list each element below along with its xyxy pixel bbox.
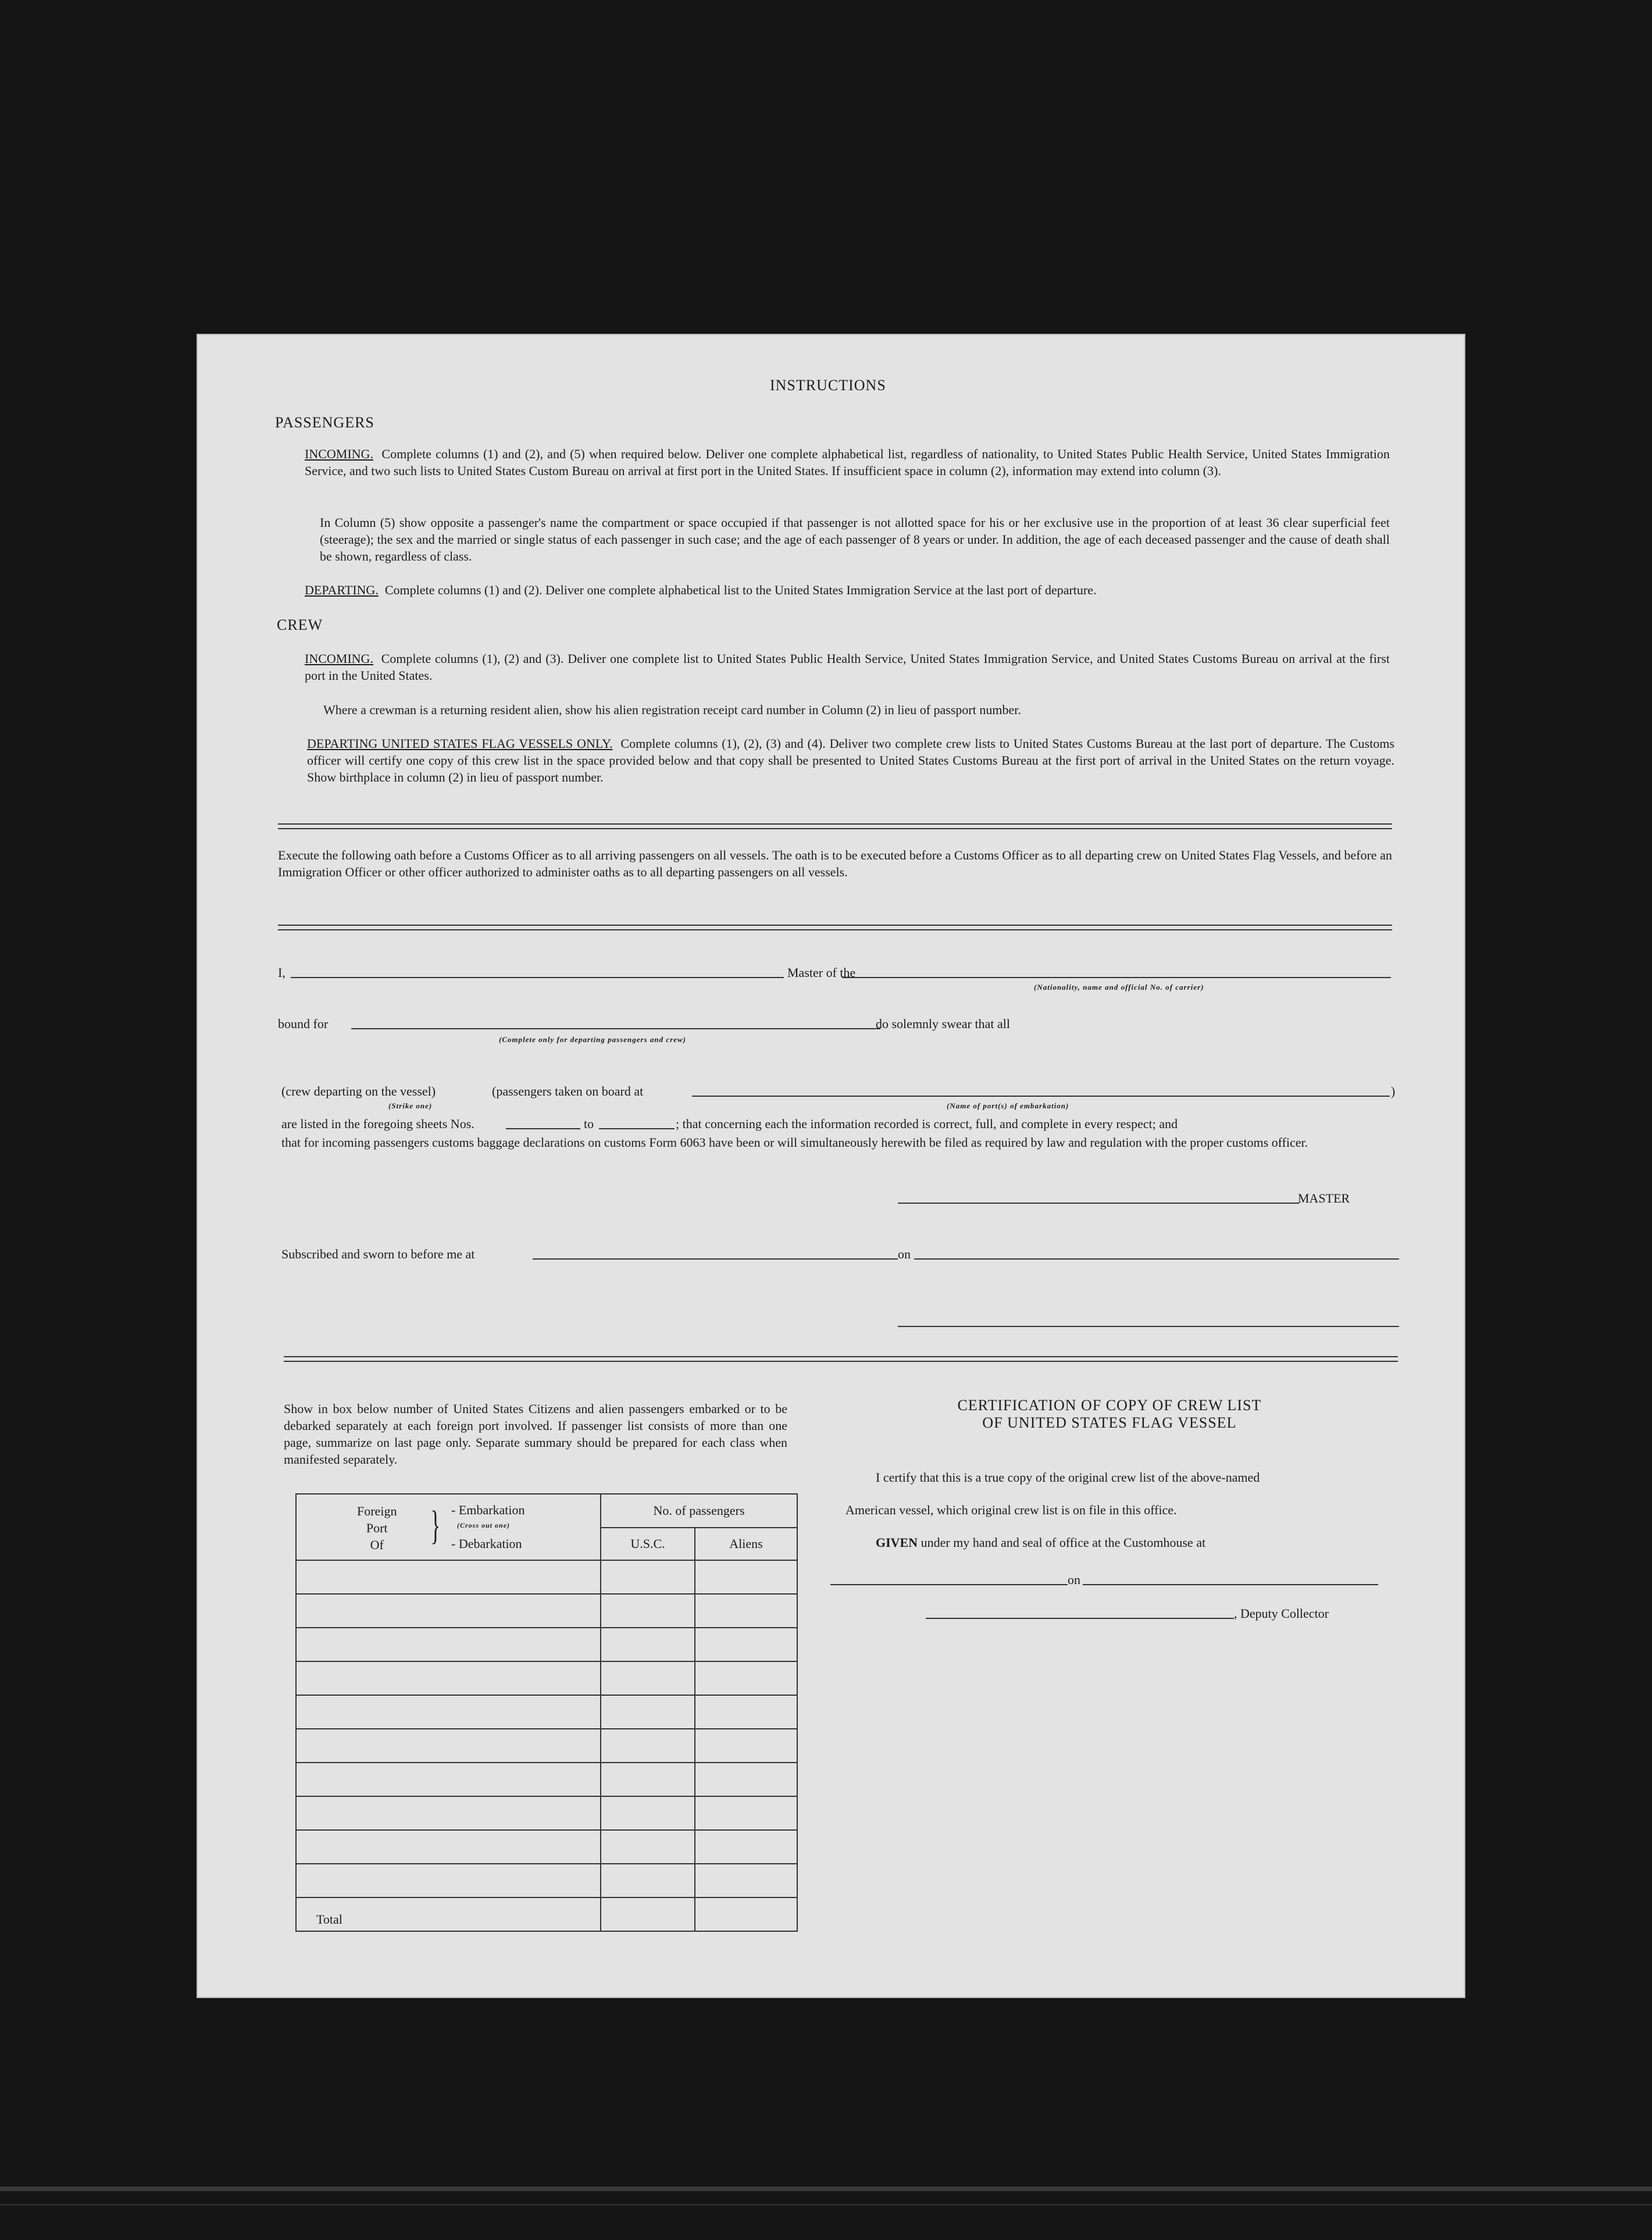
- summary-row: [296, 1830, 797, 1864]
- usc-cell[interactable]: [601, 1729, 695, 1763]
- port-cell[interactable]: [296, 1661, 601, 1695]
- cross-out-note: (Cross out one): [457, 1521, 511, 1529]
- deputy-signature-field[interactable]: [926, 1618, 1234, 1619]
- passengers-taken-option: (passengers taken on board at: [492, 1084, 644, 1098]
- usc-cell[interactable]: [601, 1695, 695, 1729]
- passengers-heading: PASSENGERS: [275, 414, 374, 431]
- usc-cell[interactable]: [601, 1864, 695, 1897]
- officer-signature-field[interactable]: [898, 1326, 1399, 1327]
- ports-note: (Name of port(s) of embarkation): [947, 1101, 1069, 1110]
- instructions-title: INSTRUCTIONS: [770, 377, 886, 394]
- bound-for-field[interactable]: [351, 1028, 880, 1029]
- debarkation-label: - Debarkation: [451, 1536, 522, 1551]
- cert-on-label: on: [1068, 1572, 1080, 1587]
- master-label: MASTER: [1298, 1191, 1350, 1205]
- listed-text: are listed in the foregoing sheets Nos.: [281, 1117, 474, 1131]
- certification-title: [854, 1397, 1365, 1432]
- crew-departing-option: (crew departing on the vessel): [281, 1084, 436, 1098]
- total-aliens-cell[interactable]: [695, 1897, 797, 1931]
- crew-heading: CREW: [277, 616, 323, 633]
- cert-date-field[interactable]: [1083, 1584, 1378, 1585]
- total-row: [296, 1897, 797, 1931]
- of-word: Of: [370, 1538, 384, 1552]
- summary-row: [296, 1796, 797, 1830]
- aliens-cell[interactable]: [695, 1729, 797, 1763]
- passengers-departing-label: DEPARTING.: [305, 583, 379, 597]
- given-label: GIVEN: [876, 1535, 918, 1550]
- port-word: Port: [366, 1521, 388, 1535]
- aliens-cell[interactable]: [695, 1864, 797, 1897]
- aliens-cell[interactable]: [695, 1560, 797, 1594]
- usc-cell[interactable]: [601, 1594, 695, 1628]
- crew-resident-para: Where a crewman is a returning resident alien, show his alien registration receipt card number in Column (2) in lieu of passport number.: [323, 702, 1021, 717]
- passengers-incoming-text: Complete columns (1) and (2), and (5) when required below. Deliver one complete alphabetical list, regardless of nationality, to United States Public Health Service, United States Immigration Service, and two such lists to United States Custom Bureau on arrival at first port in the United States. If insufficient space in column (2), information may extend into column (3).: [305, 447, 1390, 478]
- summary-instructions: Show in box below number of United States Citizens and alien passengers embarked or to be debarked separately at each foreign port involved. If passenger list consists of more than one page, summarize on last page only. Separate summary should be prepared for each class when manifested separately.: [284, 1401, 787, 1467]
- nationality-note: (Nationality, name and official No. of carrier): [1034, 983, 1204, 991]
- form-page: [197, 334, 1465, 1998]
- usc-cell[interactable]: [601, 1796, 695, 1830]
- subheader-cells: [601, 1528, 797, 1560]
- port-cell[interactable]: [296, 1628, 601, 1661]
- total-usc-cell[interactable]: [601, 1897, 695, 1931]
- crew-incoming-label: INCOMING.: [305, 651, 373, 666]
- port-cell[interactable]: [296, 1864, 601, 1897]
- sheets-to-field[interactable]: [599, 1128, 675, 1129]
- passenger-summary-table: [295, 1493, 798, 1932]
- port-cell[interactable]: [296, 1796, 601, 1830]
- passengers-count-header: [601, 1494, 797, 1560]
- baggage-text: that for incoming passengers customs baggage declarations on customs Form 6063 have been or will simultaneously herewith be filed as required by law and regulation with the proper customs officer.: [281, 1135, 1308, 1150]
- summary-header-row: [296, 1494, 797, 1560]
- summary-row: [296, 1661, 797, 1695]
- close-paren: ): [1391, 1084, 1396, 1098]
- crew-departing-para: [307, 735, 1394, 786]
- port-cell[interactable]: [296, 1763, 601, 1796]
- aliens-label: Aliens: [729, 1536, 763, 1551]
- sworn-place-field[interactable]: [533, 1258, 898, 1260]
- foreign-port-label: [357, 1503, 397, 1553]
- summary-row: [296, 1763, 797, 1796]
- oath-i-label: I,: [278, 965, 286, 980]
- master-signature-field[interactable]: [898, 1203, 1299, 1204]
- brace-icon: }: [430, 1503, 441, 1548]
- summary-row: [296, 1729, 797, 1763]
- passengers-incoming-para: [305, 445, 1390, 479]
- port-cell[interactable]: [296, 1729, 601, 1763]
- passengers-column5-para: In Column (5) show opposite a passenger's name the compartment or space occupied if that passenger is not allotted space for his or her exclusive use in the proportion of at least 36 clear superficial feet (steerage); the sex and the married or single status of each passenger in such case; and the age of each passenger of 8 years or under. In addition, the age of each deceased passenger and the cause of death shall be shown, regardless of class.: [320, 515, 1390, 563]
- certification-title-line2: OF UNITED STATES FLAG VESSEL: [982, 1414, 1237, 1431]
- certification-title-line1: CERTIFICATION OF COPY OF CREW LIST: [957, 1397, 1262, 1414]
- aliens-cell[interactable]: [695, 1830, 797, 1864]
- master-of-label: Master of the: [787, 965, 856, 980]
- no-of-passengers-label: No. of passengers: [601, 1494, 797, 1528]
- given-text: under my hand and seal of office at the Customhouse at: [920, 1535, 1206, 1550]
- summary-row: [296, 1560, 797, 1594]
- sheets-from-field[interactable]: [506, 1128, 580, 1129]
- aliens-cell[interactable]: [695, 1763, 797, 1796]
- usc-cell[interactable]: [601, 1560, 695, 1594]
- crew-departing-label: DEPARTING UNITED STATES FLAG VESSELS ONLY.: [307, 736, 613, 751]
- port-cell[interactable]: [296, 1830, 601, 1864]
- concerning-text: ; that concerning each the information recorded is correct, full, and complete in every respect; and: [676, 1117, 1178, 1131]
- carrier-field[interactable]: [842, 977, 1391, 978]
- passengers-departing-para: [305, 582, 1398, 598]
- embarkation-ports-field[interactable]: [692, 1096, 1390, 1097]
- aliens-cell[interactable]: [695, 1628, 797, 1661]
- strike-one-note: (Strike one): [388, 1101, 433, 1110]
- usc-cell[interactable]: [601, 1763, 695, 1796]
- deputy-collector-label: , Deputy Collector: [1234, 1606, 1329, 1621]
- customhouse-field[interactable]: [830, 1584, 1068, 1585]
- port-cell[interactable]: [296, 1560, 601, 1594]
- foreign-word: Foreign: [357, 1504, 397, 1518]
- lower-divider: [284, 1356, 1398, 1362]
- summary-row: [296, 1594, 797, 1628]
- port-cell[interactable]: [296, 1695, 601, 1729]
- crew-departing-text: Complete columns (1), (2), (3) and (4). Deliver two complete crew lists to United States Customs Bureau at the last port of departure. The Customs officer will certify one copy of this crew list in the space provided below and that copy shall be presented to United States Customs Bureau at the first port of arrival in the United States on the return voyage. Show birthplace in column (2) in lieu of passport number.: [307, 736, 1395, 784]
- passengers-incoming-label: INCOMING.: [305, 447, 373, 461]
- section-divider: [278, 823, 1392, 829]
- to-text: to: [584, 1117, 594, 1131]
- film-edge-strip: [0, 2187, 1652, 2191]
- summary-row: [296, 1695, 797, 1729]
- foreign-port-header: [296, 1494, 601, 1560]
- total-label: Total: [296, 1897, 601, 1931]
- crew-incoming-para: [305, 650, 1390, 684]
- aliens-cell[interactable]: [695, 1661, 797, 1695]
- aliens-cell[interactable]: [695, 1594, 797, 1628]
- summary-row: [296, 1628, 797, 1661]
- sworn-date-field[interactable]: [914, 1258, 1399, 1260]
- usc-cell[interactable]: [601, 1661, 695, 1695]
- certify-text: I certify that this is a true copy of the original crew list of the above-named: [876, 1470, 1260, 1485]
- embarkation-label: - Embarkation: [451, 1503, 525, 1517]
- usc-label: U.S.C.: [601, 1528, 695, 1560]
- subscribed-label: Subscribed and sworn to before me at: [281, 1247, 475, 1261]
- on-label: on: [898, 1247, 911, 1261]
- complete-only-note: (Complete only for departing passengers and crew): [499, 1035, 686, 1044]
- aliens-cell[interactable]: [695, 1695, 797, 1729]
- aliens-cell[interactable]: [695, 1796, 797, 1830]
- swear-text: do solemnly swear that all: [876, 1016, 1010, 1031]
- bound-for-label: bound for: [278, 1016, 329, 1031]
- given-line: [876, 1535, 1205, 1550]
- crew-incoming-text: Complete columns (1), (2) and (3). Deliver one complete list to United States Public Health Service, United States Immigration Service, and United States Customs Bureau on arrival at the first port in the United States.: [305, 651, 1390, 683]
- summary-row: [296, 1864, 797, 1897]
- oath-intro: Execute the following oath before a Customs Officer as to all arriving passengers on all vessels. The oath is to be executed before a Customs Officer as to all departing crew on United States Flag Vessels, and before an Immigration Officer or other officer authorized to administer oaths as to all departing passengers on all vessels.: [278, 848, 1392, 879]
- port-cell[interactable]: [296, 1594, 601, 1628]
- passengers-departing-text: Complete columns (1) and (2). Deliver one complete alphabetical list to the United States Immigration Service at the last port of departure.: [384, 583, 1097, 597]
- usc-cell[interactable]: [601, 1830, 695, 1864]
- master-name-field[interactable]: [291, 977, 784, 978]
- film-edge-strip-lower: [0, 2204, 1652, 2206]
- usc-cell[interactable]: [601, 1628, 695, 1661]
- american-vessel-text: American vessel, which original crew list is on file in this office.: [845, 1503, 1177, 1517]
- oath-divider: [278, 925, 1392, 930]
